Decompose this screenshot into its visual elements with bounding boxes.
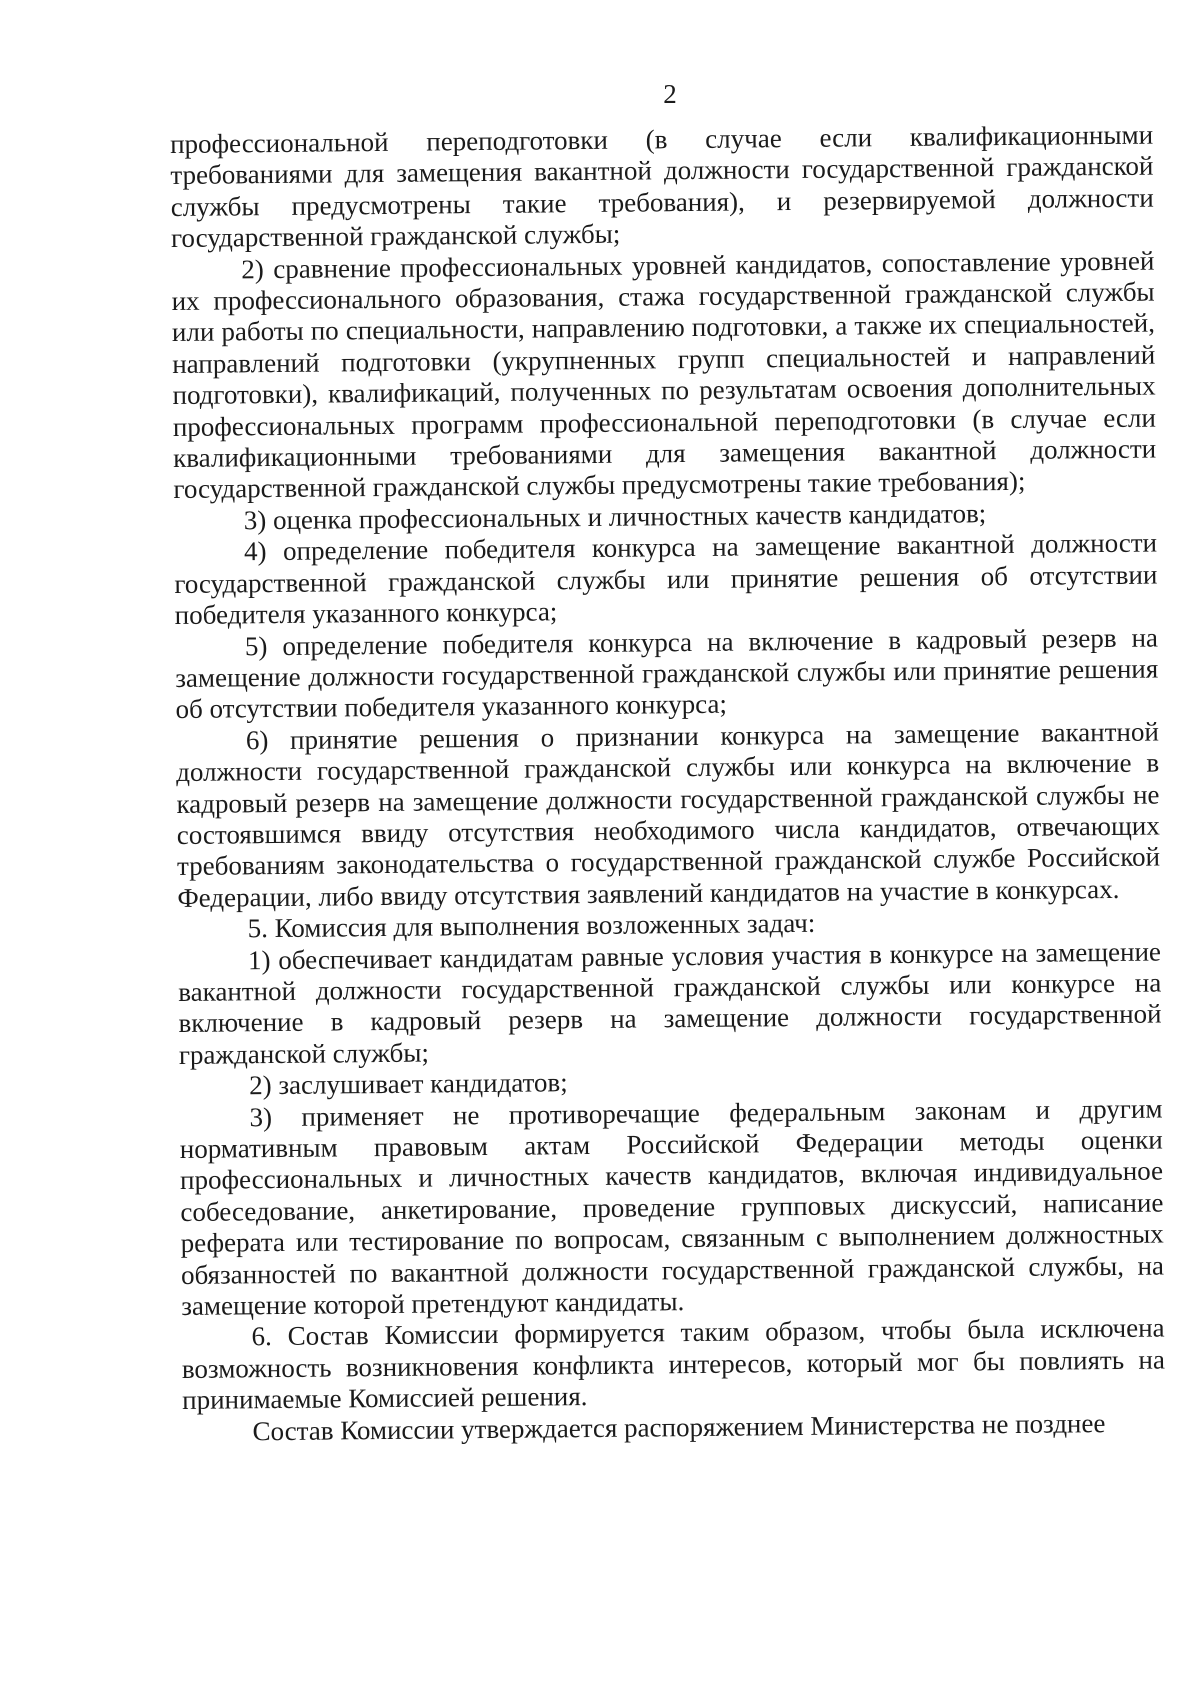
paragraph-item-3: 3) оценка профессиональных и личностных качеств кандидатов;	[243, 498, 987, 536]
paragraph-section-5: 5. Комиссия для выполнения возложенных задач:	[247, 907, 816, 944]
page-number: 2	[663, 79, 677, 109]
document-body	[170, 120, 1166, 1448]
paragraph-item-5: 5) определение победителя конкурса на включение в кадровый резерв на замещение должности государственной гражданской службы или принятие решения об отсутствии победителя указанного конкурса;	[175, 622, 1159, 725]
paragraph-item-6: 6) принятие решения о признании конкурса на замещение вакантной должности государственной гражданской службы или конкурса на включение в кадровый резерв на замещение должности государственной гражданской службы не состоявшимся ввиду отсутствия необходимого числа кандидатов, отвечающих требованиям законодательства о государственной гражданской службе Российской Федерации, либо ввиду отсутствия заявлений кандидатов на участие в конкурсах.	[176, 716, 1161, 913]
paragraph-commission-composition: Состав Комиссии утверждается распоряжением Министерства не позднее	[252, 1407, 1106, 1446]
paragraph-section-5-item-2: 2) заслушивает кандидатов;	[249, 1067, 568, 1101]
paragraph-item-4: 4) определение победителя конкурса на замещение вакантной должности государственной гражданской службы или принятие решения об отсутствии победителя указанного конкурса;	[174, 527, 1158, 631]
paragraph-item-2: 2) сравнение профессиональных уровней кандидатов, сопоставление уровней их профессионального образования, стажа государственной гражданской службы или работы по специальности, направлению подготовки, а также их специальностей, направлений подготовки (укрупненных групп специальностей и направлений подготовки), квалификаций, полученных по результатам освоения дополнительных профессиональных программ профессиональной переподготовки (в случае если квалификационными требованиями для замещения вакантной должности государственной гражданской службы предусмотрены такие требования);	[171, 245, 1157, 505]
paragraph-section-5-item-3: 3) применяет не противоречащие федеральным законам и другим нормативным правовым актам Российской Федерации методы оценки профессиональных и личностных качеств кандидатов, включая индивидуальное собеседование, анкетирование, проведение групповых дискуссий, написание реферата или тестирование по вопросам, связанным с выполнением должностных обязанностей по вакантной должности государственной гражданской службы, на замещение которой претендуют кандидаты.	[179, 1093, 1165, 1321]
paragraph-section-6: 6. Состав Комиссии формируется таким образом, чтобы была исключена возможность возникновения конфликта интересов, который мог бы повлиять на принимаемые Комиссией решения.	[181, 1312, 1166, 1416]
paragraph-section-5-item-1: 1) обеспечивает кандидатам равные условия участия в конкурсе на замещение вакантной должности государственной гражданской службы или конкурсе на включение в кадровый резерв на замещение должности государственной гражданской службы;	[178, 936, 1162, 1070]
paragraph-continuation: профессиональной переподготовки (в случае если квалификационными требованиями для замещения вакантной должности государственной гражданской службы предусмотрены такие требования), и резервируемой должности государственной гражданской службы;	[170, 119, 1154, 254]
